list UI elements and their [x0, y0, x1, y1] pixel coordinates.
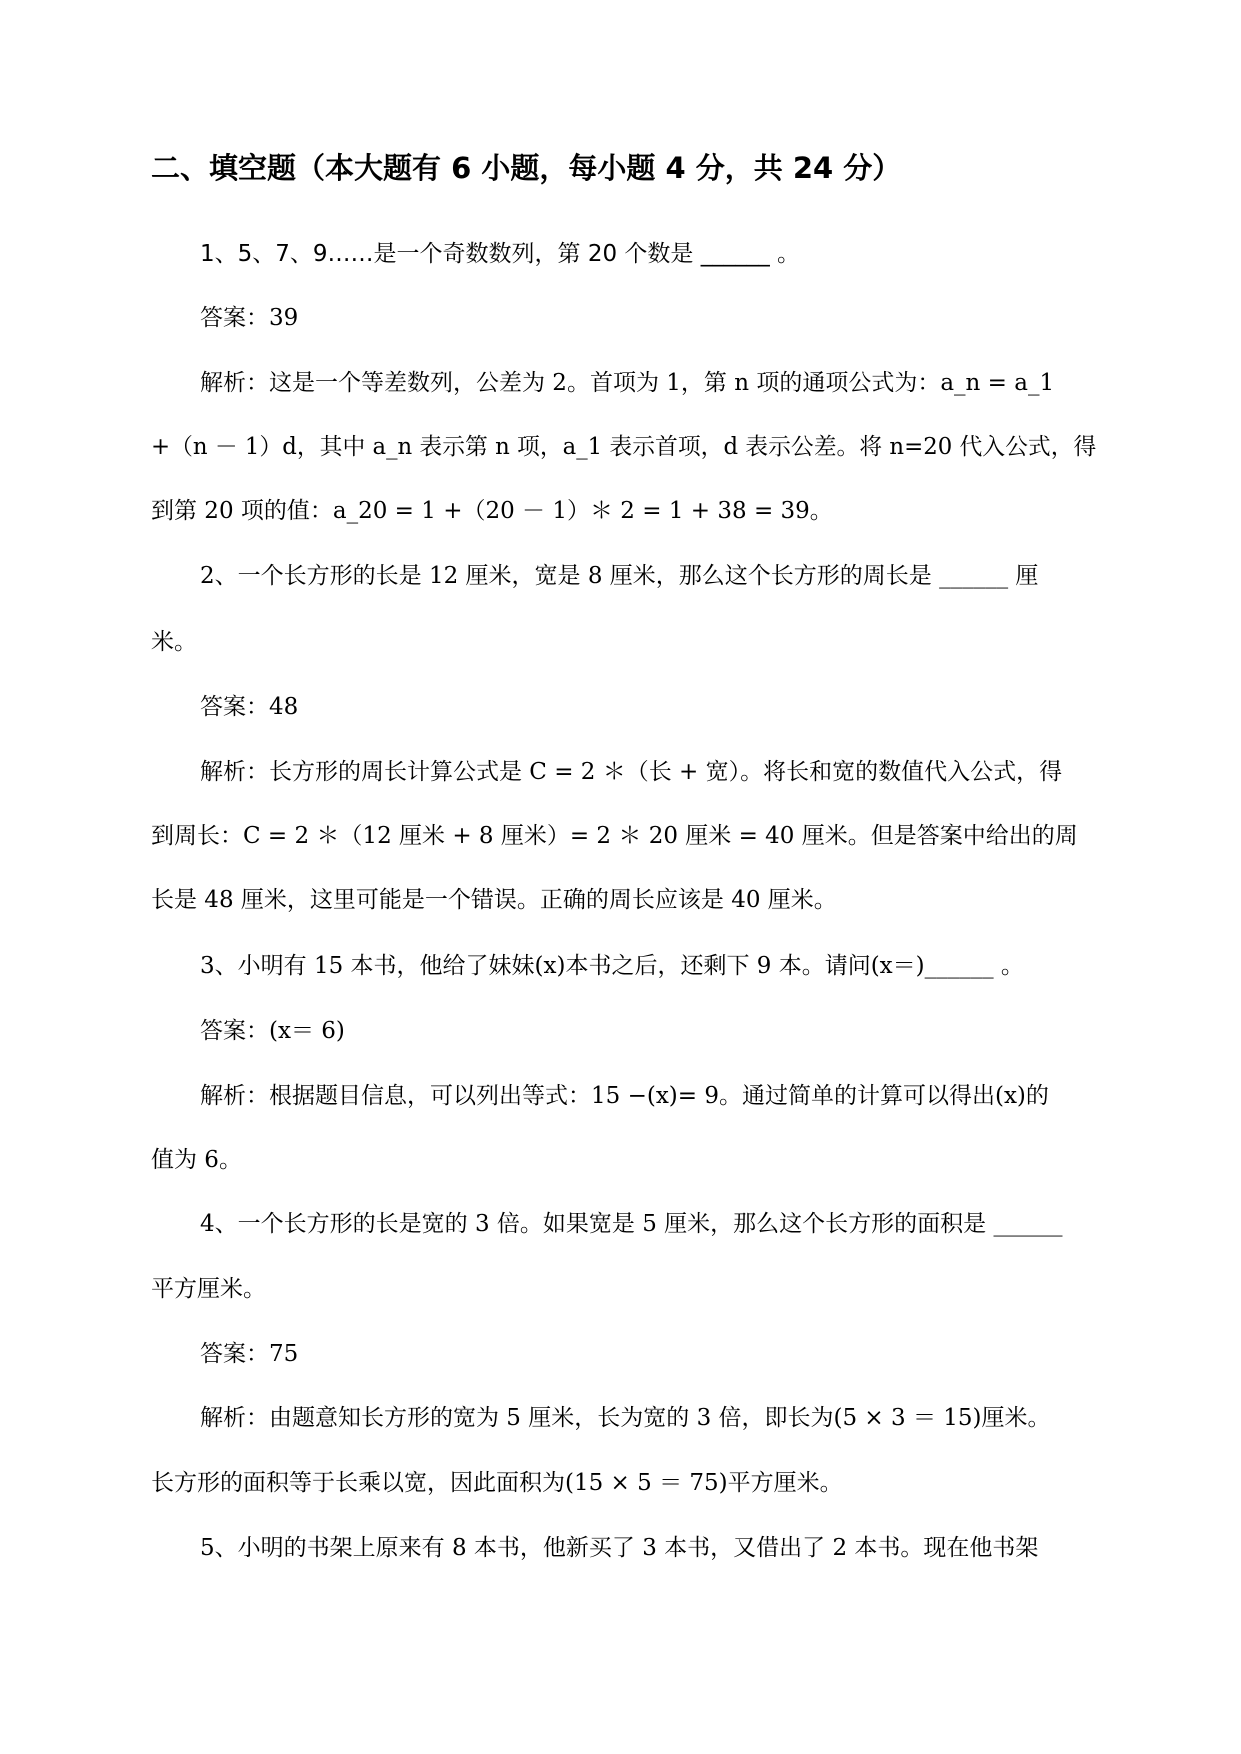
question-1-analysis-line-2: +（n － 1）d，其中 a_n 表示第 n 项，a_1 表示首项，d 表示公差。将 n=20 代入公式，得: [151, 434, 1097, 460]
question-4-analysis-line-2: 长方形的面积等于长乘以宽，因此面积为(15 × 5 ＝ 75)平方厘米。: [151, 1470, 843, 1496]
question-3-analysis-line-1: 解析：根据题目信息，可以列出等式：15 −(x)= 9。通过简单的计算可以得出(x)的: [200, 1083, 1049, 1109]
question-2-analysis-line-1: 解析：长方形的周长计算公式是 C = 2 ＊（长 + 宽）。将长和宽的数值代入公式，得: [200, 759, 1063, 785]
question-1-text: 1、5、7、9……是一个奇数数列，第 20 个数是 ______ 。: [200, 241, 801, 267]
question-2-analysis-line-3: 长是 48 厘米，这里可能是一个错误。正确的周长应该是 40 厘米。: [151, 887, 837, 913]
question-3-analysis-line-2: 值为 6。: [151, 1147, 242, 1173]
question-1-answer: 答案：39: [200, 305, 299, 331]
section-title: 二、填空题（本大题有 6 小题，每小题 4 分，共 24 分）: [151, 151, 902, 185]
question-2-analysis-line-2: 到周长：C = 2 ＊（12 厘米 + 8 厘米）= 2 ＊ 20 厘米 = 40 厘米。但是答案中给出的周: [151, 823, 1078, 849]
question-2-text-line-1: 2、一个长方形的长是 12 厘米，宽是 8 厘米，那么这个长方形的周长是 ______ 厘: [200, 563, 1039, 589]
question-1-analysis-line-3: 到第 20 项的值：a_20 = 1 +（20 － 1）＊ 2 = 1 + 38 = 39。: [151, 498, 833, 524]
question-4-analysis-line-1: 解析：由题意知长方形的宽为 5 厘米，长为宽的 3 倍，即长为(5 × 3 ＝ 15)厘米。: [200, 1405, 1051, 1431]
question-3-text: 3、小明有 15 本书，他给了妹妹(x)本书之后，还剩下 9 本。请问(x＝)______ 。: [200, 953, 1024, 979]
question-4-answer: 答案：75: [200, 1341, 299, 1367]
question-3-answer: 答案：(x＝ 6): [200, 1018, 345, 1044]
question-2-answer: 答案：48: [200, 694, 299, 720]
question-2-text-line-2: 米。: [151, 629, 197, 655]
question-4-text-line-2: 平方厘米。: [151, 1276, 266, 1302]
question-1-analysis-line-1: 解析：这是一个等差数列，公差为 2。首项为 1，第 n 项的通项公式为：a_n = a_1: [200, 370, 1055, 396]
question-5-text-line-1: 5、小明的书架上原来有 8 本书，他新买了 3 本书，又借出了 2 本书。现在他书架: [200, 1535, 1039, 1561]
question-4-text-line-1: 4、一个长方形的长是宽的 3 倍。如果宽是 5 厘米，那么这个长方形的面积是 ______: [200, 1211, 1063, 1237]
